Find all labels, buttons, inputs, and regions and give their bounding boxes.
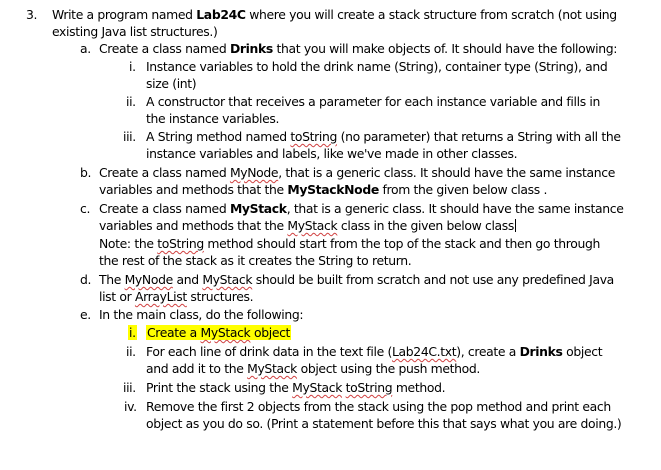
item-a-iii-line2: instance variables and labels, like we've made in other classes. bbox=[146, 146, 518, 161]
item-a-text: Create a class named Drinks that you will make objects of. It should have the following: bbox=[99, 41, 618, 56]
list-marker-a-iii: iii. bbox=[123, 129, 136, 144]
list-marker-e-iv: iv. bbox=[124, 399, 137, 414]
item-a-ii-line2: the instance variables. bbox=[146, 111, 280, 126]
list-marker-a: a. bbox=[80, 41, 91, 56]
item-e-line1: In the main class, do the following: bbox=[99, 307, 304, 322]
item-d-line2: list or ArrayList structures. bbox=[99, 289, 254, 304]
item-e-i-text: Create a MyStack object bbox=[147, 325, 291, 340]
item-e-iv-line1: Remove the first 2 objects from the stack using the pop method and print each bbox=[146, 399, 611, 414]
list-marker-a-i: i. bbox=[129, 59, 136, 74]
item-number: 3. bbox=[26, 7, 38, 22]
item-e-ii-line2: and add it to the MyStack object using the push method. bbox=[146, 361, 480, 376]
item-c-line1: Create a class named MyStack, that is a generic class. It should have the same instance bbox=[99, 201, 624, 216]
item-a-i-line2: size (int) bbox=[146, 76, 197, 91]
list-marker-e-ii: ii. bbox=[126, 344, 136, 359]
item3-line1: Write a program named Lab24C where you will create a stack structure from scratch (not using bbox=[52, 7, 617, 22]
list-marker-c: c. bbox=[80, 201, 91, 216]
list-marker-e-iii: iii. bbox=[123, 380, 136, 395]
item-e-iv-line2: object as you do so. (Print a statement before this that says what you are doing.) bbox=[146, 416, 622, 431]
item-e-iii-text: Print the stack using the MyStack toString method. bbox=[146, 380, 446, 395]
item-b-line2: variables and methods that the MyStackNode from the given below class . bbox=[99, 182, 548, 197]
item-c-line4: the rest of the stack as it creates the String to return. bbox=[99, 253, 412, 268]
item-e-ii-line1: For each line of drink data in the text file (Lab24C.txt), create a Drinks object bbox=[146, 344, 603, 359]
list-marker-a-ii: ii. bbox=[126, 94, 136, 109]
list-marker-e: e. bbox=[80, 307, 91, 322]
text-cursor bbox=[515, 219, 516, 232]
item-c-line2: variables and methods that the MyStack class in the given below class bbox=[99, 218, 514, 233]
list-marker-b: b. bbox=[80, 165, 92, 180]
list-marker-e-i: i. bbox=[129, 325, 136, 340]
item-a-i-line1: Instance variables to hold the drink name (String), container type (String), and bbox=[146, 59, 608, 74]
item-a-ii-line1: A constructor that receives a parameter for each instance variable and fills in bbox=[146, 94, 600, 109]
item3-line2: existing Java list structures.) bbox=[52, 24, 218, 39]
item-b-line1: Create a class named MyNode, that is a generic class. It should have the same instance bbox=[99, 165, 616, 180]
item-d-line1: The MyNode and MyStack should be built from scratch and not use any predefined Java bbox=[99, 272, 614, 287]
item-a-iii-line1: A String method named toString (no parameter) that returns a String with all the bbox=[146, 129, 621, 144]
item-c-line3: Note: the toString method should start from the top of the stack and then go through bbox=[99, 236, 600, 251]
list-marker-d: d. bbox=[80, 272, 92, 287]
